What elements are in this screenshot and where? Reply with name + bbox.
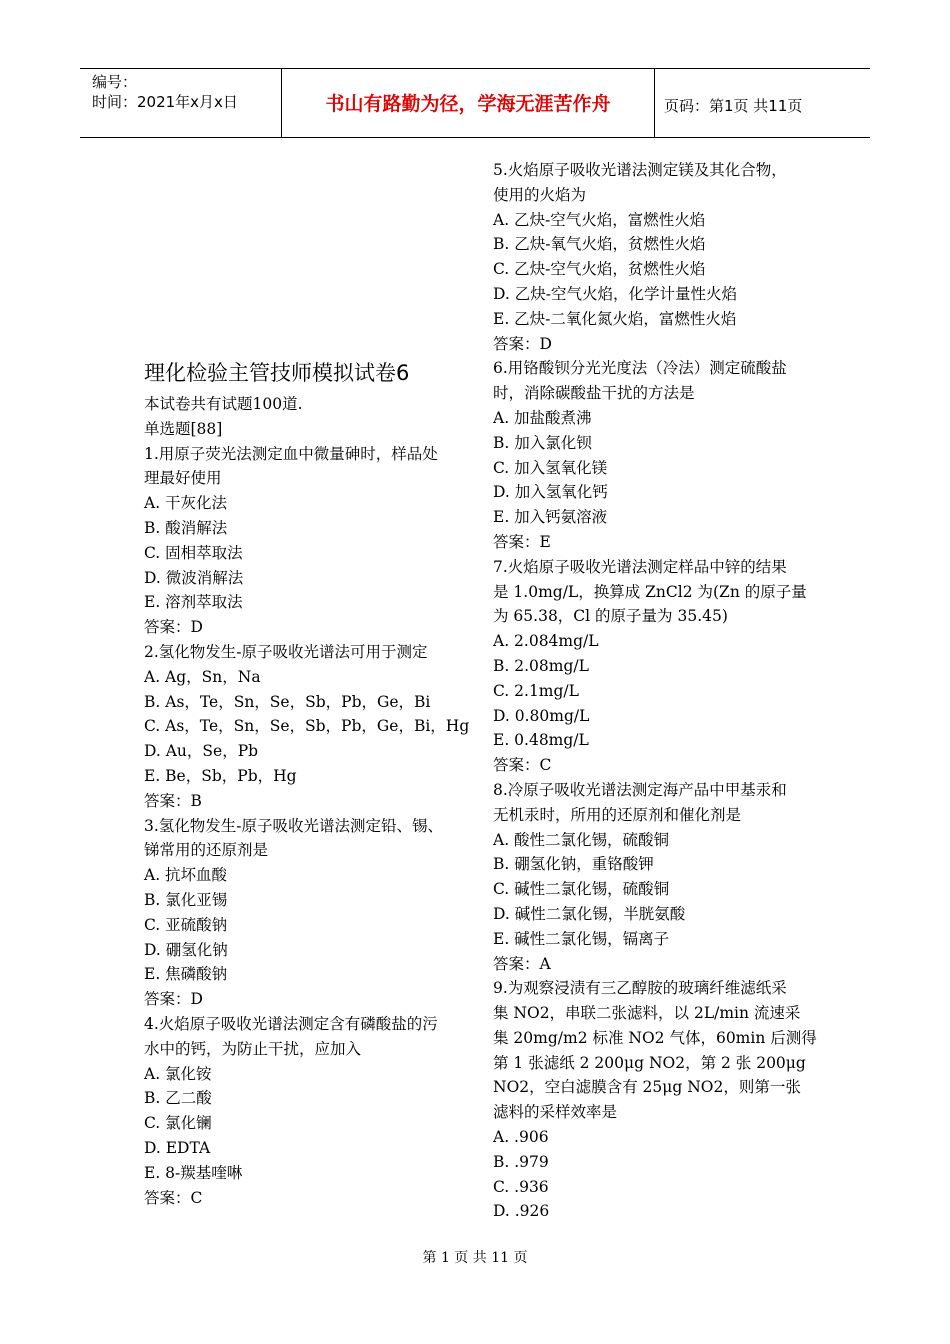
text-line: D. 微波消解法 <box>144 568 244 587</box>
document-title: 理化检验主管技师模拟试卷6 <box>144 361 410 385</box>
left-column <box>144 358 474 1210</box>
text-line: B. 硼氢化钠，重铬酸钾 <box>493 855 654 874</box>
text-line: C. 2.1mg/L <box>493 681 579 700</box>
text-line: D. Au，Se，Pb <box>144 742 259 761</box>
text-line: B. As，Te，Sn，Se，Sb，Pb，Ge，Bi <box>144 692 431 711</box>
text-line: C. 加入氢氧化镁 <box>493 458 608 477</box>
text-line: E. 加入钙氨溶液 <box>493 508 608 527</box>
text-line: A. 乙炔-空气火焰，富燃性火焰 <box>493 210 706 229</box>
text-line: 单选题[88] <box>144 419 223 438</box>
text-line: A. 加盐酸煮沸 <box>493 408 592 427</box>
text-line: 答案：E <box>493 532 551 551</box>
page-header <box>80 68 870 138</box>
text-line: B. 乙二酸 <box>144 1089 212 1108</box>
text-line: 3.氢化物发生-原子吸收光谱法测定铅、锡、 <box>144 816 444 835</box>
text-line: B. .979 <box>493 1152 549 1171</box>
text-line: 1.用原子荧光法测定血中微量砷时，样品处 <box>144 444 438 463</box>
text-line: 答案：D <box>144 618 203 637</box>
text-line: C. 固相萃取法 <box>144 543 243 562</box>
header-meta <box>92 72 238 112</box>
text-line: 6.用铬酸钡分光光度法（冷法）测定硫酸盐 <box>493 359 787 378</box>
text-line: C. .936 <box>493 1177 549 1196</box>
text-line: 8.冷原子吸收光谱法测定海产品中甲基汞和 <box>493 780 787 799</box>
date-line: 时间：2021年x月x日 <box>92 93 238 111</box>
text-line: 锑常用的还原剂是 <box>144 841 269 860</box>
text-line: 使用的火焰为 <box>493 185 587 204</box>
text-line: A. 酸性二氯化锡，硫酸铜 <box>493 830 670 849</box>
text-line: D. 乙炔-空气火焰，化学计量性火焰 <box>493 284 737 303</box>
text-line: D. 硼氢化钠 <box>144 940 228 959</box>
right-column <box>493 158 817 1224</box>
text-line: E. 8-羰基喹啉 <box>144 1163 243 1182</box>
page-footer: 第 1 页 共 11 页 <box>422 1250 528 1266</box>
serial-label: 编号： <box>92 73 138 91</box>
text-line: C. 乙炔-空气火焰，贫燃性火焰 <box>493 260 706 279</box>
text-line: 9.为观察浸渍有三乙醇胺的玻璃纤维滤纸采 <box>493 979 787 998</box>
text-line: E. 0.48mg/L <box>493 731 589 750</box>
text-line: 2.氢化物发生-原子吸收光谱法可用于测定 <box>144 642 428 661</box>
text-line: 无机汞时，所用的还原剂和催化剂是 <box>493 805 742 824</box>
text-line: 时，消除碳酸盐干扰的方法是 <box>493 384 695 403</box>
text-line: A. 干灰化法 <box>144 494 228 513</box>
text-line: D. 0.80mg/L <box>493 706 590 725</box>
right-lines <box>493 158 817 1224</box>
text-line: 答案：D <box>144 990 203 1009</box>
text-line: D. 碱性二氯化锡，半胱氨酸 <box>493 904 686 923</box>
text-line: 为 65.38，Cl 的原子量为 35.45) <box>493 607 728 626</box>
text-line: E. 乙炔-二氧化氮火焰，富燃性火焰 <box>493 309 737 328</box>
text-line: B. 酸消解法 <box>144 518 228 537</box>
text-line: 第 1 张滤纸 2 200μg NO2，第 2 张 200μg <box>493 1053 806 1072</box>
text-line: D. EDTA <box>144 1138 211 1157</box>
text-line: 理最好使用 <box>144 469 222 488</box>
text-line: C. As，Te，Sn，Se，Sb，Pb，Ge，Bi，Hg <box>144 717 470 736</box>
header-page-info: 页码：第1页 共11页 <box>664 97 803 115</box>
text-line: E. Be，Sb，Pb，Hg <box>144 766 297 785</box>
text-line: 4.火焰原子吸收光谱法测定含有磷酸盐的污 <box>144 1014 438 1033</box>
text-line: 是 1.0mg/L，换算成 ZnCl2 为(Zn 的原子量 <box>493 582 807 601</box>
text-line: 答案：D <box>493 334 552 353</box>
text-line: 答案：C <box>144 1188 203 1207</box>
text-line: E. 溶剂萃取法 <box>144 593 243 612</box>
text-line: E. 焦磷酸钠 <box>144 965 228 984</box>
text-line: A. 2.084mg/L <box>493 632 599 651</box>
text-line: A. 抗坏血酸 <box>144 866 228 885</box>
text-line: NO2，空白滤膜含有 25μg NO2，则第一张 <box>493 1078 801 1097</box>
text-line: A. Ag，Sn，Na <box>144 667 261 686</box>
header-divider <box>654 69 655 137</box>
text-line: 答案：B <box>144 791 202 810</box>
text-line: A. .906 <box>493 1128 549 1147</box>
text-line: 滤料的采样效率是 <box>493 1103 618 1122</box>
text-line: B. 氯化亚锡 <box>144 890 228 909</box>
text-line: 答案：A <box>493 954 551 973</box>
text-line: B. 2.08mg/L <box>493 656 589 675</box>
text-line: E. 碱性二氯化锡，镉离子 <box>493 929 670 948</box>
text-line: C. 亚硫酸钠 <box>144 915 228 934</box>
text-line: C. 碱性二氯化锡，硫酸铜 <box>493 880 670 899</box>
text-line: D. .926 <box>493 1202 550 1221</box>
header-motto: 书山有路勤为径，学海无涯苦作舟 <box>325 93 611 115</box>
text-line: C. 氯化镧 <box>144 1114 212 1133</box>
text-line: 集 NO2，串联二张滤料，以 2L/min 流速采 <box>493 1004 801 1023</box>
text-line: 水中的钙，为防止干扰，应加入 <box>144 1039 362 1058</box>
text-line: 7.火焰原子吸收光谱法测定样品中锌的结果 <box>493 557 787 576</box>
text-line: 集 20mg/m2 标准 NO2 气体，60min 后测得 <box>493 1028 817 1047</box>
text-line: B. 乙炔-氧气火焰，贫燃性火焰 <box>493 235 706 254</box>
text-line: B. 加入氯化钡 <box>493 433 592 452</box>
text-line: 答案：C <box>493 756 552 775</box>
text-line: 本试卷共有试题100道. <box>144 395 303 413</box>
text-line: 5.火焰原子吸收光谱法测定镁及其化合物， <box>493 161 787 179</box>
left-lines <box>144 392 474 1210</box>
text-line: D. 加入氢氧化钙 <box>493 483 608 502</box>
text-line: A. 氯化铵 <box>144 1064 212 1083</box>
